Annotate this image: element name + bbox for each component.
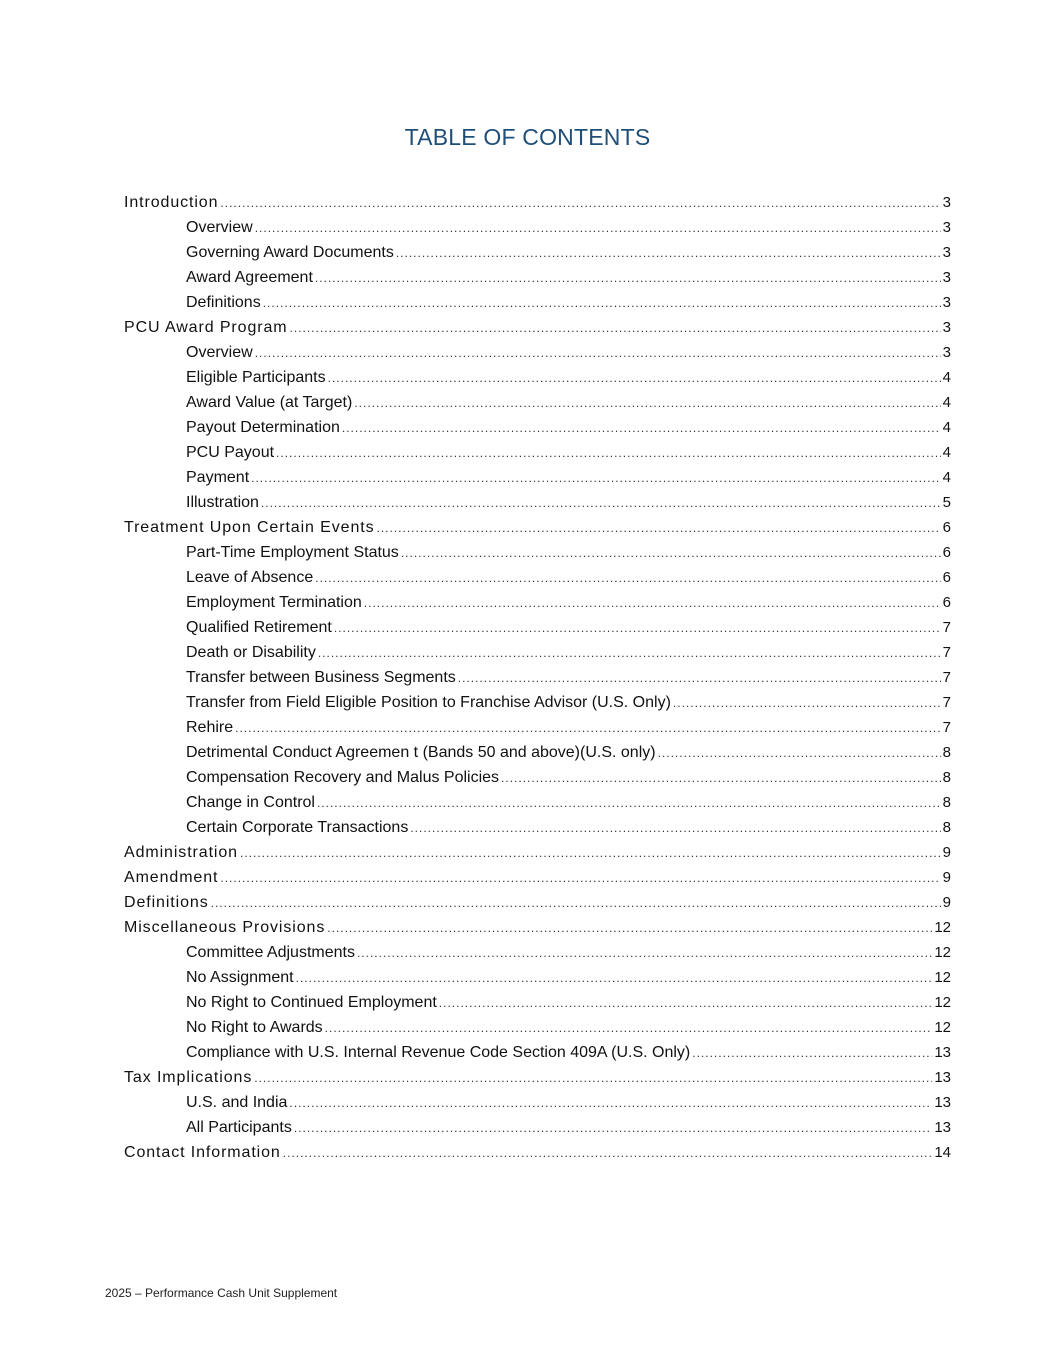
toc-dot-leader	[357, 941, 932, 966]
toc-subsection-entry[interactable]	[124, 965, 951, 990]
toc-entry-label: Definitions	[124, 894, 209, 911]
toc-page-number: 13	[934, 1069, 951, 1086]
toc-subsection-entry[interactable]	[124, 790, 951, 815]
toc-entry-label: Contact Information	[124, 1144, 281, 1161]
toc-subsection-entry[interactable]	[124, 590, 951, 615]
toc-dot-leader	[254, 1066, 932, 1091]
toc-dot-leader	[317, 791, 941, 816]
toc-dot-leader	[276, 441, 941, 466]
toc-subsection-entry[interactable]	[124, 265, 951, 290]
toc-entry-label: PCU Award Program	[124, 319, 288, 336]
toc-page-number: 7	[942, 694, 951, 711]
toc-section-entry[interactable]	[124, 1140, 951, 1165]
toc-dot-leader	[501, 766, 941, 791]
toc-page-number: 12	[934, 944, 951, 961]
toc-section-entry[interactable]	[124, 515, 951, 540]
toc-entry-label: Tax Implications	[124, 1069, 253, 1086]
toc-subsection-entry[interactable]	[124, 540, 951, 565]
toc-section-entry[interactable]	[124, 865, 951, 890]
toc-dot-leader	[354, 391, 940, 416]
toc-dot-leader	[220, 866, 940, 891]
toc-dot-leader	[240, 841, 941, 866]
toc-entry-label: Overview	[186, 219, 253, 236]
toc-entry-label: Leave of Absence	[186, 569, 314, 586]
table-of-contents	[124, 190, 951, 1165]
toc-subsection-entry[interactable]	[124, 465, 951, 490]
toc-section-entry[interactable]	[124, 890, 951, 915]
toc-page-number: 7	[942, 669, 951, 686]
toc-subsection-entry[interactable]	[124, 740, 951, 765]
toc-dot-leader	[458, 666, 941, 691]
toc-section-entry[interactable]	[124, 190, 951, 215]
toc-page-number: 5	[942, 494, 951, 511]
toc-dot-leader	[255, 341, 941, 366]
toc-subsection-entry[interactable]	[124, 565, 951, 590]
toc-dot-leader	[401, 541, 941, 566]
toc-entry-label: Illustration	[186, 494, 259, 511]
page-title: TABLE OF CONTENTS	[404, 124, 651, 150]
toc-page-number: 6	[942, 544, 951, 561]
toc-dot-leader	[342, 416, 941, 441]
toc-subsection-entry[interactable]	[124, 615, 951, 640]
toc-entry-label: Administration	[124, 844, 238, 861]
toc-entry-label: Miscellaneous Provisions	[124, 919, 326, 936]
toc-dot-leader	[296, 966, 933, 991]
toc-entry-label: Certain Corporate Transactions	[186, 819, 409, 836]
toc-subsection-entry[interactable]	[124, 390, 951, 415]
toc-dot-leader	[658, 741, 941, 766]
toc-page-number: 13	[934, 1044, 951, 1061]
toc-subsection-entry[interactable]	[124, 1115, 951, 1140]
toc-page-number: 4	[942, 369, 951, 386]
toc-dot-leader	[251, 466, 941, 491]
toc-entry-label: PCU Payout	[186, 444, 275, 461]
toc-entry-label: Compliance with U.S. Internal Revenue Code Section 409A (U.S. Only)	[186, 1044, 691, 1061]
toc-dot-leader	[289, 1091, 932, 1116]
page-footer: 2025 – Performance Cash Unit Supplement	[105, 1286, 338, 1300]
toc-subsection-entry[interactable]	[124, 990, 951, 1015]
toc-page-number: 12	[934, 994, 951, 1011]
toc-entry-label: Introduction	[124, 194, 219, 211]
toc-entry-label: Payment	[186, 469, 250, 486]
toc-dot-leader	[315, 566, 940, 591]
toc-subsection-entry[interactable]	[124, 765, 951, 790]
toc-dot-leader	[283, 1141, 933, 1166]
toc-entry-label: Award Value (at Target)	[186, 394, 353, 411]
toc-page-number: 8	[942, 769, 951, 786]
toc-section-entry[interactable]	[124, 915, 951, 940]
toc-section-entry[interactable]	[124, 840, 951, 865]
toc-subsection-entry[interactable]	[124, 290, 951, 315]
toc-entry-label: No Assignment	[186, 969, 294, 986]
toc-dot-leader	[396, 241, 941, 266]
toc-page-number: 7	[942, 644, 951, 661]
toc-dot-leader	[439, 991, 933, 1016]
toc-subsection-entry[interactable]	[124, 690, 951, 715]
toc-subsection-entry[interactable]	[124, 215, 951, 240]
toc-entry-label: No Right to Continued Employment	[186, 994, 437, 1011]
toc-dot-leader	[315, 266, 941, 291]
toc-subsection-entry[interactable]	[124, 340, 951, 365]
toc-page-number: 12	[934, 969, 951, 986]
toc-dot-leader	[294, 1116, 932, 1141]
toc-subsection-entry[interactable]	[124, 365, 951, 390]
toc-subsection-entry[interactable]	[124, 665, 951, 690]
toc-subsection-entry[interactable]	[124, 1015, 951, 1040]
toc-page-number: 3	[942, 244, 951, 261]
toc-page-number: 9	[942, 894, 951, 911]
toc-entry-label: Definitions	[186, 294, 261, 311]
toc-entry-label: Change in Control	[186, 794, 315, 811]
toc-subsection-entry[interactable]	[124, 1090, 951, 1115]
toc-page-number: 4	[942, 469, 951, 486]
toc-page-number: 6	[942, 569, 951, 586]
toc-dot-leader	[255, 216, 941, 241]
toc-page-number: 13	[934, 1094, 951, 1111]
toc-dot-leader	[263, 291, 941, 316]
toc-page-number: 7	[942, 719, 951, 736]
toc-dot-leader	[410, 816, 940, 841]
toc-subsection-entry[interactable]	[124, 815, 951, 840]
toc-dot-leader	[211, 891, 941, 916]
toc-page-number: 13	[934, 1119, 951, 1136]
toc-entry-label: Compensation Recovery and Malus Policies	[186, 769, 500, 786]
toc-page-number: 12	[934, 1019, 951, 1036]
toc-entry-label: Payout Determination	[186, 419, 340, 436]
toc-entry-label: Treatment Upon Certain Events	[124, 519, 375, 536]
toc-page-number: 8	[942, 744, 951, 761]
toc-page-number: 3	[942, 194, 951, 211]
toc-entry-label: Governing Award Documents	[186, 244, 394, 261]
toc-page-number: 4	[942, 394, 951, 411]
toc-page-number: 3	[942, 219, 951, 236]
toc-dot-leader	[328, 366, 941, 391]
toc-subsection-entry[interactable]	[124, 490, 951, 515]
toc-entry-label: Detrimental Conduct Agreemen t (Bands 50 and above)(U.S. only)	[186, 744, 656, 761]
toc-entry-label: Part-Time Employment Status	[186, 544, 399, 561]
toc-dot-leader	[364, 591, 941, 616]
toc-dot-leader	[235, 716, 941, 741]
toc-entry-label: Rehire	[186, 719, 234, 736]
toc-subsection-entry[interactable]	[124, 640, 951, 665]
toc-dot-leader	[673, 691, 941, 716]
toc-dot-leader	[692, 1041, 932, 1066]
toc-page-number: 14	[934, 1144, 951, 1161]
toc-dot-leader	[327, 916, 932, 941]
toc-page-number: 4	[942, 419, 951, 436]
toc-page-number: 3	[942, 319, 951, 336]
toc-entry-label: Amendment	[124, 869, 219, 886]
toc-page-number: 4	[942, 444, 951, 461]
toc-page-number: 6	[942, 594, 951, 611]
toc-entry-label: No Right to Awards	[186, 1019, 323, 1036]
toc-entry-label: Transfer from Field Eligible Position to Franchise Advisor (U.S. Only)	[186, 694, 671, 711]
toc-page-number: 9	[942, 844, 951, 861]
toc-entry-label: Transfer between Business Segments	[186, 669, 456, 686]
toc-entry-label: All Participants	[186, 1119, 292, 1136]
toc-dot-leader	[325, 1016, 933, 1041]
toc-dot-leader	[318, 641, 941, 666]
toc-subsection-entry[interactable]	[124, 440, 951, 465]
toc-page-number: 7	[942, 619, 951, 636]
toc-section-entry[interactable]	[124, 315, 951, 340]
toc-subsection-entry[interactable]	[124, 1040, 951, 1065]
toc-subsection-entry[interactable]	[124, 715, 951, 740]
toc-page-number: 3	[942, 344, 951, 361]
toc-page-number: 8	[942, 794, 951, 811]
toc-entry-label: Qualified Retirement	[186, 619, 332, 636]
toc-dot-leader	[220, 191, 940, 216]
toc-dot-leader	[261, 491, 941, 516]
toc-page-number: 6	[942, 519, 951, 536]
toc-entry-label: Employment Termination	[186, 594, 362, 611]
toc-dot-leader	[334, 616, 941, 641]
toc-subsection-entry[interactable]	[124, 940, 951, 965]
toc-page-number: 3	[942, 269, 951, 286]
toc-page-number: 3	[942, 294, 951, 311]
toc-dot-leader	[377, 516, 941, 541]
toc-page-number: 8	[942, 819, 951, 836]
toc-entry-label: Death or Disability	[186, 644, 316, 661]
toc-entry-label: Eligible Participants	[186, 369, 326, 386]
toc-entry-label: U.S. and India	[186, 1094, 288, 1111]
toc-page-number: 12	[934, 919, 951, 936]
toc-entry-label: Award Agreement	[186, 269, 313, 286]
toc-subsection-entry[interactable]	[124, 415, 951, 440]
toc-section-entry[interactable]	[124, 1065, 951, 1090]
toc-dot-leader	[290, 316, 941, 341]
toc-subsection-entry[interactable]	[124, 240, 951, 265]
toc-page-number: 9	[942, 869, 951, 886]
toc-entry-label: Committee Adjustments	[186, 944, 355, 961]
toc-entry-label: Overview	[186, 344, 253, 361]
